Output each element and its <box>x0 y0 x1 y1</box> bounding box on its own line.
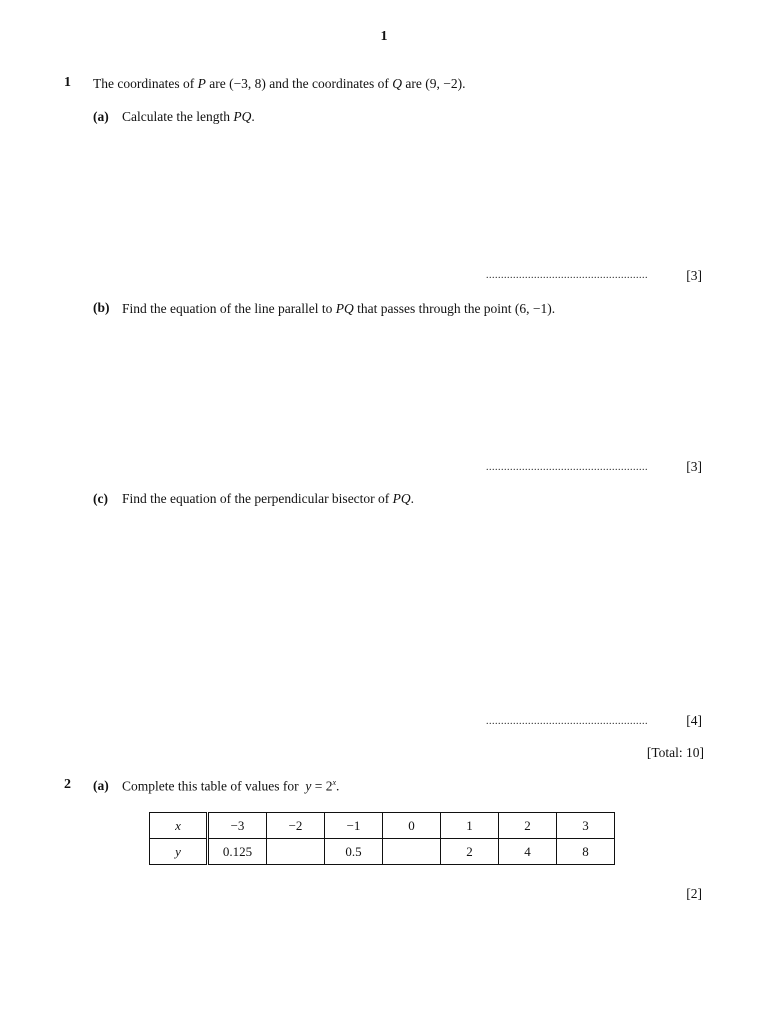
answer-line-b[interactable]: ...................................................... <box>486 462 648 473</box>
point-p: P <box>197 76 206 91</box>
y-cell: 0.5 <box>325 839 383 865</box>
table-instruction <box>122 778 339 795</box>
marks-q2a: [2] <box>686 886 702 901</box>
x-cell: −1 <box>325 813 383 839</box>
table-of-values <box>149 812 615 865</box>
part-a-label: (a) <box>93 109 109 124</box>
x-cell: −3 <box>208 813 267 839</box>
marks-c: [4] <box>686 713 702 728</box>
part-a-label: (a) <box>93 778 109 793</box>
stem-text: are (−3, 8) and the coordinates of <box>205 76 393 91</box>
equation-rhs: = 2 <box>311 778 333 794</box>
x-cell: 3 <box>557 813 615 839</box>
x-cell: −2 <box>267 813 325 839</box>
question-text: . <box>410 491 415 506</box>
y-row <box>150 839 615 865</box>
segment-pq: PQ <box>392 491 411 506</box>
marks-b: [3] <box>686 459 702 474</box>
x-cell: 2 <box>499 813 557 839</box>
question-1-stem <box>93 76 465 92</box>
stem-text: The coordinates of <box>93 76 198 91</box>
page-number: 1 <box>380 29 388 44</box>
y-cell: 4 <box>499 839 557 865</box>
y-header: y <box>150 839 208 865</box>
x-cell: 1 <box>441 813 499 839</box>
part-b-question <box>122 301 555 317</box>
stem-text: are (9, −2). <box>402 76 466 91</box>
question-text: . <box>251 109 255 124</box>
question-text: Find the equation of the line parallel to <box>122 301 336 316</box>
part-c-question <box>122 491 414 507</box>
x-row <box>150 813 615 839</box>
part-b-label: (b) <box>93 300 110 315</box>
y-cell: 2 <box>441 839 499 865</box>
x-header: x <box>150 813 208 839</box>
segment-pq: PQ <box>335 301 354 316</box>
instruction-text: Complete this table of values for <box>122 778 299 794</box>
question-text: that passes through the point (6, −1). <box>353 301 556 316</box>
equation-lhs: y <box>305 778 312 794</box>
y-cell-blank[interactable] <box>267 839 325 865</box>
y-cell-blank[interactable] <box>383 839 441 865</box>
y-cell: 0.125 <box>208 839 267 865</box>
total-marks: [Total: 10] <box>646 745 704 760</box>
point-q: Q <box>392 76 403 91</box>
equation-end: . <box>336 778 340 794</box>
marks-a: [3] <box>686 268 702 283</box>
part-c-label: (c) <box>93 491 108 506</box>
part-a-question <box>122 109 255 125</box>
answer-line-a[interactable]: ...................................................... <box>486 270 648 281</box>
y-cell: 8 <box>557 839 615 865</box>
segment-pq: PQ <box>233 109 252 124</box>
question-text: Calculate the length <box>122 109 234 124</box>
x-cell: 0 <box>383 813 441 839</box>
question-1-number: 1 <box>64 75 71 90</box>
equation-exponent: x <box>332 778 337 787</box>
question-text: Find the equation of the perpendicular bisector of <box>122 491 393 506</box>
answer-line-c[interactable]: ...................................................... <box>486 716 648 727</box>
question-2-number: 2 <box>64 777 71 792</box>
